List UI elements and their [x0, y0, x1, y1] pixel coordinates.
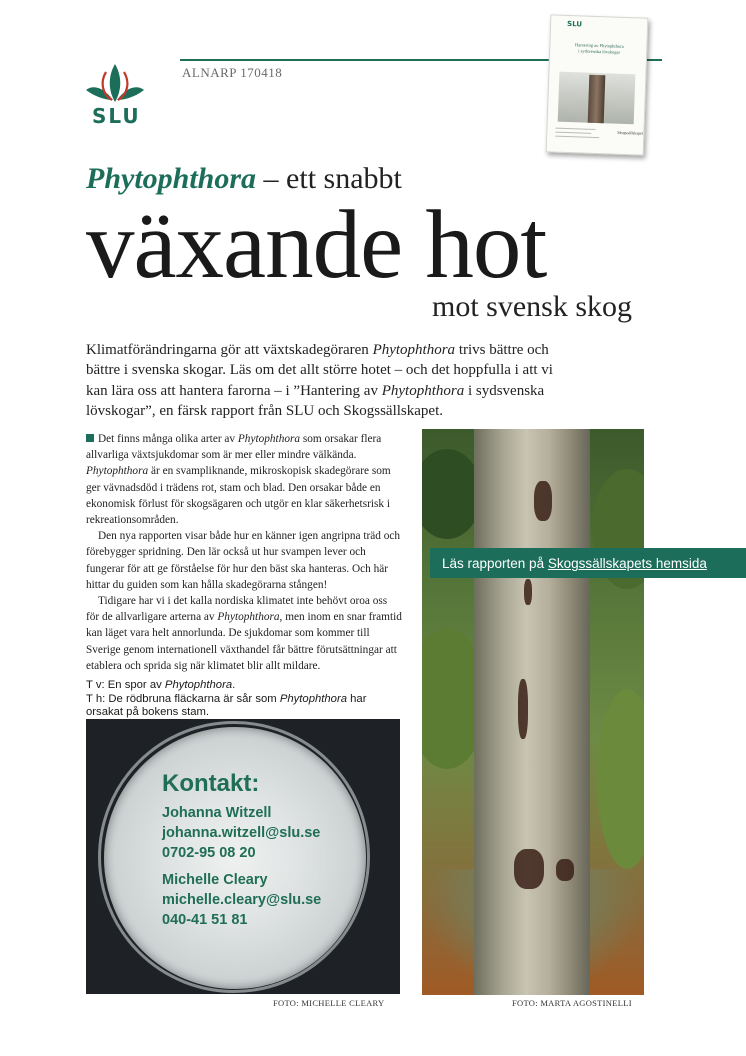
caption-text: har orsakat på bokens stam.: [86, 692, 367, 718]
lead-text: trivs bättre och bättre i svenska skogar. Läs om det allt större hotet – och det hoppfulla i att vi kan lära oss att hantera farorna – i ”Hantering av: [86, 342, 553, 399]
body-em: Phytophthora: [217, 611, 280, 624]
cover-text-line: [555, 132, 591, 134]
body-paragraph-1: [86, 431, 402, 528]
photo-captions: [86, 679, 402, 720]
bark-lesion: [514, 849, 544, 889]
body-em: Phytophthora: [237, 433, 301, 445]
foliage: [422, 449, 482, 539]
body-text-run: som orsakar flera allvarliga växtsjukdomar som är mer eller mindre välkända.: [86, 433, 382, 462]
caption-text: .: [232, 679, 236, 691]
cover-title-line1: Hantering av Phytophthora: [574, 42, 624, 49]
cover-publisher: Skogssällskapet: [617, 129, 643, 136]
headline-line3: mot svensk skog: [432, 290, 633, 323]
bark-lesion: [534, 481, 552, 521]
contact-email[interactable]: johanna.witzell@slu.se: [162, 825, 321, 841]
body-text-run: är en svampliknande, mikroskopisk skadegörare som ger vävnadsdöd i trädens rot, stam och blad. Den orsakar både en ekonomisk förlust för skogsägaren och utgör en klar säkerhetsrisk i rekreationsområden.: [86, 465, 391, 527]
body-text-run: , men inom en snar framtid kan läget vara helt annorlunda. De sjukdomar som kommer till Sverige genom internationell växthandel får bättre förutsättningar att etablera och sprida sig när klimatet blir allt mildare.: [86, 611, 402, 672]
body-paragraph-3: [86, 593, 402, 674]
photo-credit-left: FOTO: MICHELLE CLEARY: [273, 998, 385, 1008]
square-bullet-icon: [86, 434, 94, 442]
caption-em: Phytophthora: [164, 679, 233, 691]
banner-text: [442, 555, 707, 573]
report-link-banner[interactable]: [430, 548, 746, 578]
report-cover-image: [546, 14, 649, 155]
bark-lesion: [524, 579, 532, 605]
foliage: [597, 689, 644, 869]
contact-phone: 040-41 51 81: [162, 912, 248, 928]
caption-em: Phytophthora: [279, 692, 348, 705]
cover-text-line: [555, 128, 595, 130]
lead-em: Phytophthora: [381, 382, 465, 399]
tree-trunk: [474, 429, 590, 995]
headline-em: Phytophthora: [86, 162, 257, 195]
dateline: ALNARP 170418: [182, 65, 283, 80]
lead-text: Klimatförändringarna gör att växtskadegöraren: [86, 342, 373, 358]
lead-em: Phytophthora: [372, 342, 456, 358]
cover-photo-trunk: [588, 75, 606, 124]
cover-text-line: [555, 136, 599, 139]
body-text: [86, 431, 402, 674]
body-paragraph-2: Den nya rapporten visar både hur en känner igen angripna träd och förebygger spridning. Den lär också ut hur svampen lever och fungerar för att ge förståelse för hur den bäst ska hanteras. Och här hittar du guiden som kan hålla skadegörarna stången!: [86, 530, 401, 591]
caption-text: T h: De rödbruna fläckarna är sår som: [86, 692, 280, 705]
caption-text: T v: En spor av: [86, 679, 165, 691]
body-text-run: Det finns många olika arter av: [98, 433, 238, 445]
contact-email[interactable]: michelle.cleary@slu.se: [162, 892, 322, 908]
cover-title-line2: i sydsvenska lövskogar: [578, 48, 621, 55]
photo-credit-right: FOTO: MARTA AGOSTINELLI: [512, 998, 632, 1008]
cover-title: [562, 42, 636, 57]
body-text-run: Tidigare har vi i det kalla nordiska klimatet inte behövt oroa oss för de allvarligare arterna av: [86, 595, 388, 624]
skogssallskapet-link[interactable]: Skogssällskapets hemsida: [547, 556, 707, 571]
contact-phone: 0702-95 08 20: [162, 845, 256, 861]
contact-name: Johanna Witzell: [162, 805, 272, 821]
caption-right: [86, 693, 402, 720]
lead-text: i sydsvenska lövskogar”, en färsk rapport från SLU och Skogssällskapet.: [86, 382, 545, 419]
beech-tree-photo: [422, 429, 644, 995]
body-em: Phytophthora: [86, 465, 149, 478]
headline-big: växande hot: [86, 191, 547, 298]
lead-paragraph: [86, 340, 566, 421]
cover-logo-text: SLU: [566, 19, 583, 29]
bark-lesion: [556, 859, 574, 881]
headline-line1-rest: – ett snabbt: [256, 162, 402, 195]
contact-heading: Kontakt:: [162, 770, 260, 797]
logo-text: SLU: [92, 104, 141, 128]
banner-label: Läs rapporten på: [442, 556, 548, 571]
contact-name: Michelle Cleary: [162, 872, 268, 888]
bark-lesion: [518, 679, 528, 739]
caption-left: [86, 679, 402, 693]
